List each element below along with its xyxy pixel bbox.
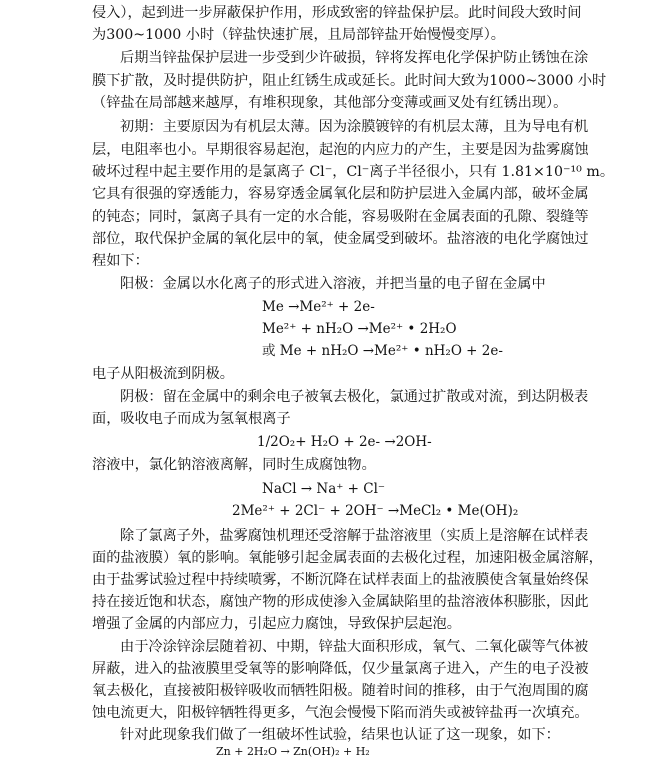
text-line: 为300~1000 小时（锌盐快速扩展，且局部锌盐开始慢慢变厚）。: [92, 27, 505, 43]
text-line: 针对此现象我们做了一组破坏性试验，结果也认证了这一现象，如下：: [120, 727, 560, 743]
text-line: 溶液中，氯化钠溶液离解，同时生成腐蚀物。: [92, 457, 376, 473]
equation: NaCl → Na⁺ + Cl⁻: [262, 481, 386, 497]
text-line: 面的盐液膜）氧的影响。氧能够引起金属表面的去极化过程，加速阳极金属溶解，: [92, 550, 603, 566]
text-line: （锌盐在局部越来越厚，有堆积现象，其他部分变薄或画叉处有红锈出现）。: [92, 95, 568, 111]
text-line: 它具有很强的穿透能力，容易穿透金属氧化层和防护层进入金属内部，破坏金属: [92, 186, 589, 202]
text-line: 初期：主要原因为有机层太薄。因为涂膜镀锌的有机层太薄，且为导电有机: [120, 119, 589, 135]
text-line: 由于盐雾试验过程中持续喷雾，不断沉降在试样表面上的盐液膜使含氧量始终保: [92, 572, 589, 588]
text-line: 屏蔽，进入的盐液膜里受氧等的影响降低，仅少量氯离子进入，产生的电子没被: [92, 661, 589, 677]
text-line: 增强了金属的内部应力，引起应力腐蚀，导致保护层起泡。: [92, 616, 461, 632]
text-line: 的钝态；同时，氯离子具有一定的水合能，容易吸附在金属表面的孔隙、裂缝等: [92, 209, 589, 225]
equation: Zn + 2H₂O → Zn(OH)₂ + H₂: [216, 745, 370, 758]
text-line: 电子从阳极流到阴极。: [92, 366, 234, 382]
text-line: 层，电阻率也小。早期很容易起泡，起泡的内应力的产生，主要是因为盐雾腐蚀: [92, 142, 589, 158]
anode-text: 阳极：金属以水化离子的形式进入溶液，并把当量的电子留在金属中: [120, 276, 546, 292]
text-line: 膜下扩散，及时提供防护，阻止红锈生成或延长。此时间大致为1000~3000 小时: [92, 73, 607, 89]
text-line: 除了氯离子外，盐雾腐蚀机理还受溶解于盐溶液里（实质上是溶解在试样表: [120, 528, 589, 544]
text-line: 破坏过程中起主要作用的是氯离子 Cl⁻，Cl⁻离子半径很小，只有 1.81×10⁻¹⁰ m。: [92, 164, 615, 180]
cathode-text: 阴极：留在金属中的剩余电子被氧去极化，氯通过扩散或对流，到达阴极表: [120, 389, 589, 405]
text-line: 持在接近饱和状态，腐蚀产物的形成使渗入金属缺陷里的盐溶液体积膨胀，因此: [92, 594, 589, 610]
text-line: 后期当锌盐保护层进一步受到少许破损，锌将发挥电化学保护防止锈蚀在涂: [120, 50, 589, 66]
equation: Me²⁺ + nH₂O →Me²⁺ • 2H₂O: [262, 321, 457, 337]
text-line: 蚀电流更大，阳极锌牺牲得更多，气泡会慢慢下陷而消失或被锌盐再一次填充。: [92, 705, 589, 721]
equation: 1/2O₂+ H₂O + 2e- →2OH-: [257, 434, 432, 450]
text-line: 部位，取代保护金属的氧化层中的氧，使金属受到破坏。盐溶液的电化学腐蚀过: [92, 231, 589, 247]
text-line: 侵入），起到进一步屏蔽保护作用，形成致密的锌盐保护层。此时间段大致时间: [92, 5, 582, 21]
equation: Me →Me²⁺ + 2e-: [262, 299, 375, 315]
text-line: 氧去极化，直接被阳极锌吸收而牺牲阳极。随着时间的推移，由于气泡周围的腐: [92, 683, 589, 699]
equation: 或 Me + nH₂O →Me²⁺ • nH₂O + 2e-: [262, 343, 503, 359]
text-line: 面，吸收电子而成为氢氧根离子: [92, 411, 291, 427]
text-line: 由于冷涂锌涂层随着初、中期，锌盐大面积形成，氧气、二氧化碳等气体被: [120, 639, 589, 655]
equation: 2Me²⁺ + 2Cl⁻ + 2OH⁻ →MeCl₂ • Me(OH)₂: [232, 503, 519, 519]
text-line: 程如下：: [92, 253, 149, 269]
